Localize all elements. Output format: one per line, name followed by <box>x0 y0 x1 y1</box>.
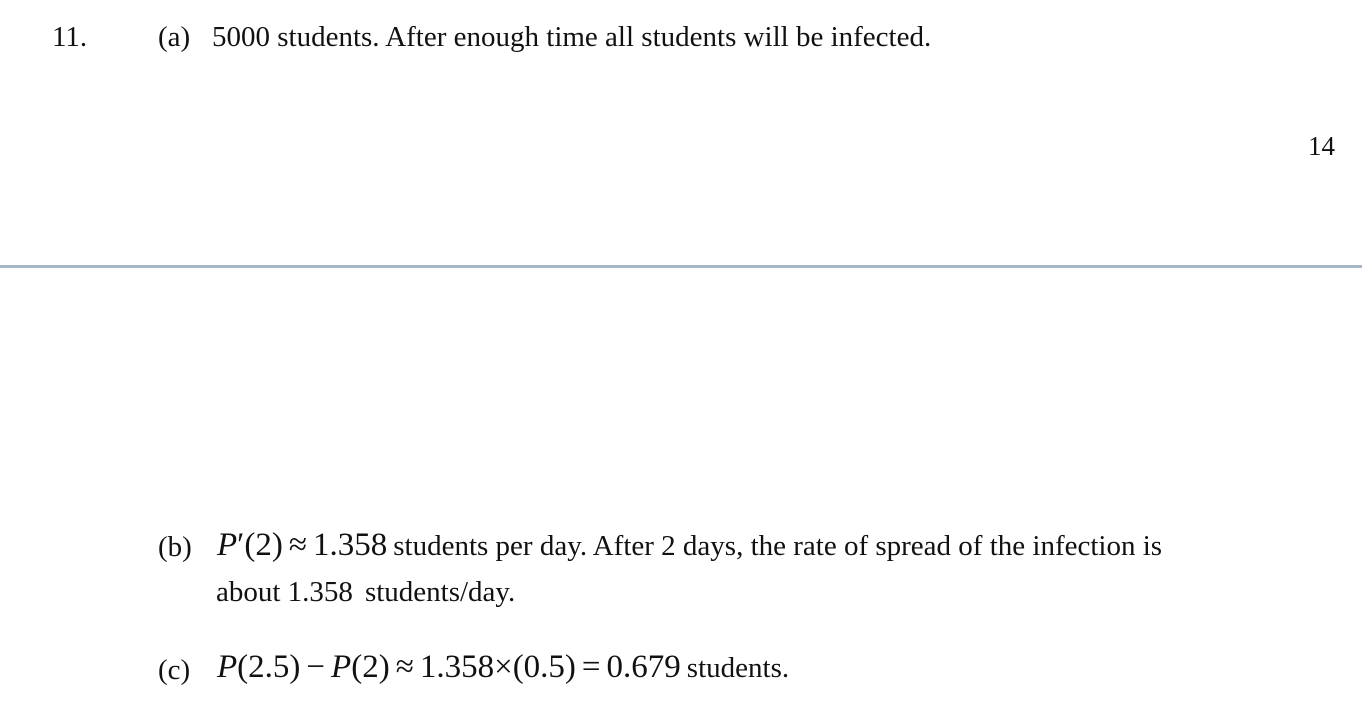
part-b-label: (b) <box>158 531 192 563</box>
part-b-function-symbol: P <box>217 527 238 563</box>
part-c-times-symbol: × <box>494 649 513 685</box>
part-c-function-symbol-2: P <box>331 649 352 685</box>
part-b-derivative-expression <box>217 527 387 563</box>
part-c-function-symbol-1: P <box>217 649 238 685</box>
question-number: 11. <box>52 21 88 53</box>
part-c-expression <box>217 649 681 685</box>
part-c-minus-symbol: − <box>306 649 326 685</box>
part-c-result-value: 0.679 <box>606 649 681 685</box>
part-c-unit: students. <box>686 652 790 684</box>
part-b-answer-line-1 <box>217 528 1162 563</box>
part-b-text: students per day. After 2 days, the rate of spread of the infection is <box>393 530 1163 562</box>
part-c-rate-value: 1.358 <box>419 649 495 685</box>
part-a-answer-text: 5000 students. After enough time all students will be infected. <box>212 21 932 53</box>
part-a-label: (a) <box>158 21 191 53</box>
part-c-label: (c) <box>158 654 191 686</box>
part-c-argument-2: (2) <box>351 649 390 685</box>
part-c-argument-1: (2.5) <box>237 649 301 685</box>
part-c-step-value: (0.5) <box>512 649 576 685</box>
page-number: 14 <box>1308 131 1335 161</box>
part-c-equals-symbol: = <box>581 649 601 685</box>
page-divider <box>0 265 1362 268</box>
part-b-line2-end: students/day. <box>364 576 516 608</box>
part-b-value: 1.358 <box>313 527 388 563</box>
part-b-approx-symbol: ≈ <box>288 527 307 563</box>
part-b-argument: (2) <box>244 527 283 563</box>
part-b-prime-symbol: ′ <box>237 527 245 563</box>
part-b-answer-line-2 <box>216 575 515 609</box>
part-c-answer-line <box>217 650 789 685</box>
part-c-approx-symbol: ≈ <box>395 649 414 685</box>
part-b-line2-start: about 1.358 <box>216 576 353 608</box>
